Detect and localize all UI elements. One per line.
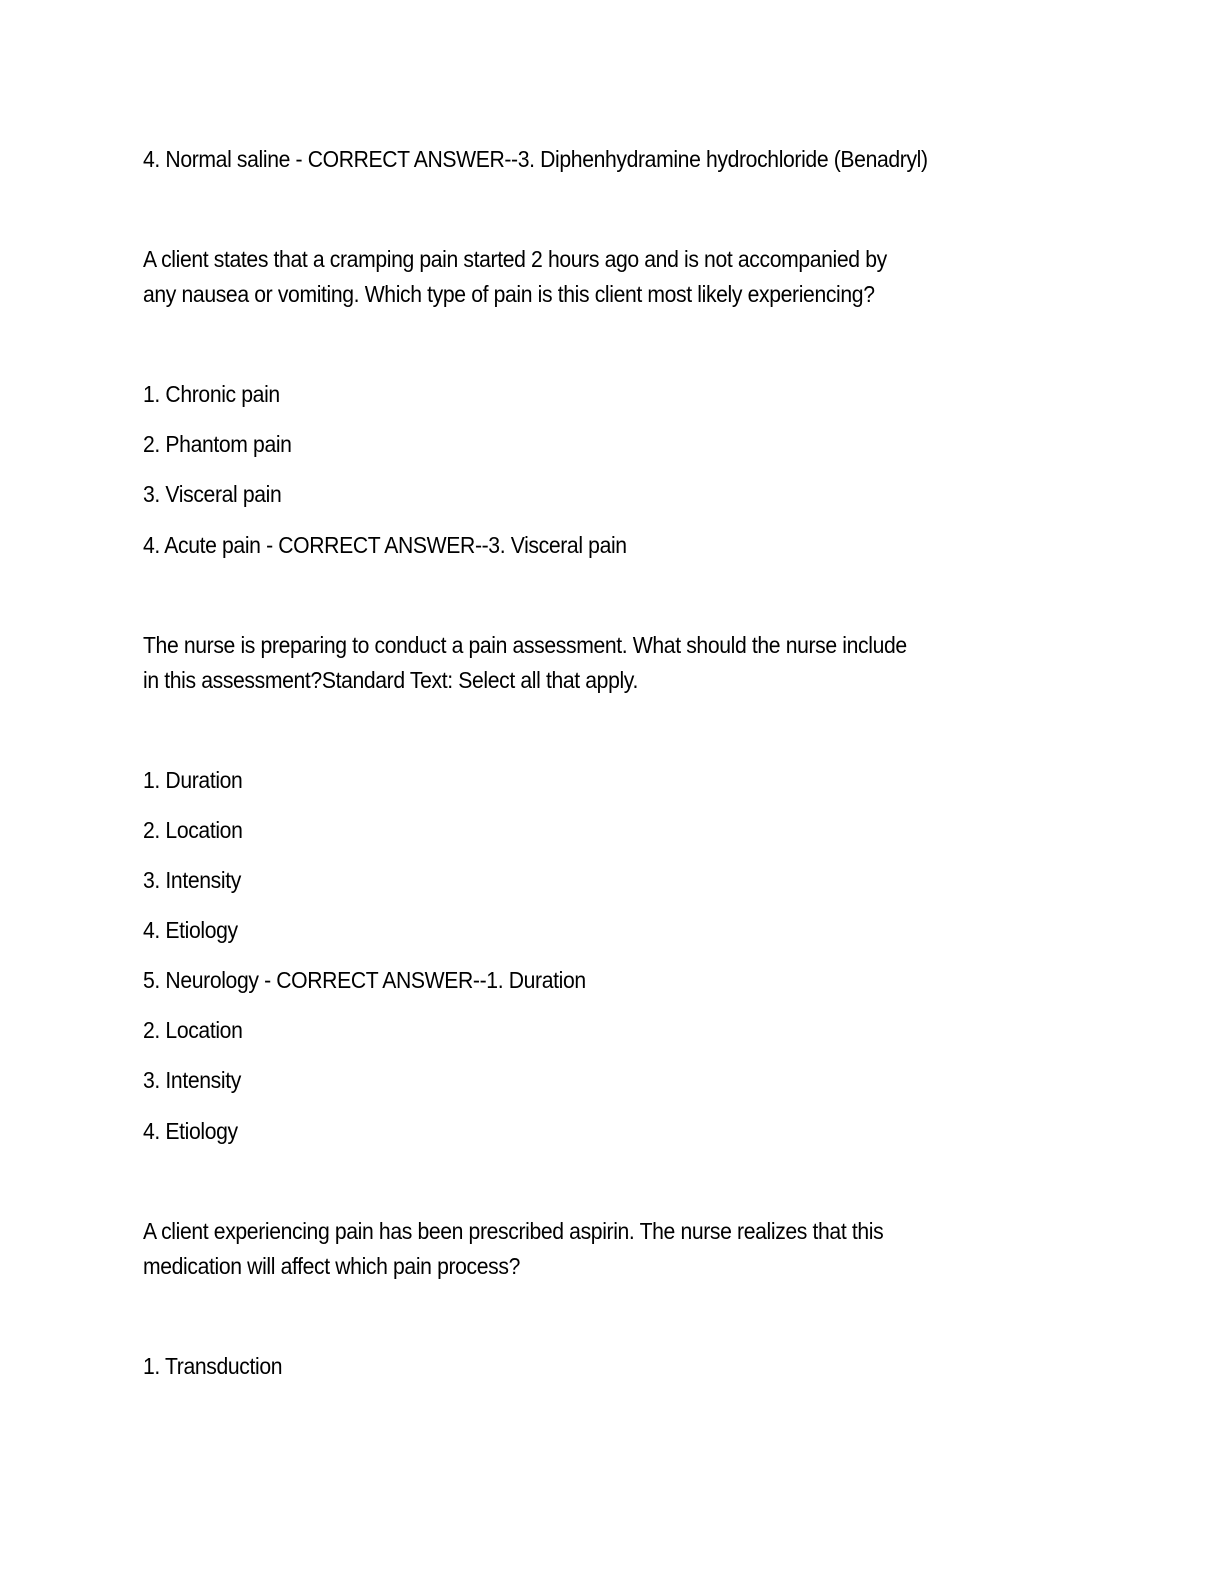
option-line: 3. Intensity bbox=[143, 867, 241, 893]
option-line: 2. Phantom pain bbox=[143, 431, 292, 457]
question-text-line: A client experiencing pain has been prescribed aspirin. The nurse realizes that this bbox=[143, 1218, 884, 1244]
option-line: 2. Location bbox=[143, 1017, 243, 1043]
option-line: 1. Transduction bbox=[143, 1353, 283, 1379]
answer-line: 5. Neurology - CORRECT ANSWER--1. Duration bbox=[143, 967, 586, 993]
option-line: 3. Intensity bbox=[143, 1067, 241, 1093]
question-text-line: The nurse is preparing to conduct a pain assessment. What should the nurse include bbox=[143, 632, 907, 658]
option-line: 4. Etiology bbox=[143, 917, 238, 943]
question-text-line: in this assessment?Standard Text: Select all that apply. bbox=[143, 667, 638, 693]
answer-line: 4. Normal saline - CORRECT ANSWER--3. Diphenhydramine hydrochloride (Benadryl) bbox=[143, 146, 928, 172]
option-line: 1. Chronic pain bbox=[143, 381, 280, 407]
option-line: 4. Etiology bbox=[143, 1118, 238, 1144]
option-line: 2. Location bbox=[143, 817, 243, 843]
answer-line: 4. Acute pain - CORRECT ANSWER--3. Visceral pain bbox=[143, 532, 627, 558]
option-line: 3. Visceral pain bbox=[143, 481, 282, 507]
question-text-line: any nausea or vomiting. Which type of pain is this client most likely experiencing? bbox=[143, 281, 875, 307]
question-text-line: medication will affect which pain process? bbox=[143, 1253, 520, 1279]
question-text-line: A client states that a cramping pain started 2 hours ago and is not accompanied by bbox=[143, 246, 887, 272]
option-line: 1. Duration bbox=[143, 767, 243, 793]
